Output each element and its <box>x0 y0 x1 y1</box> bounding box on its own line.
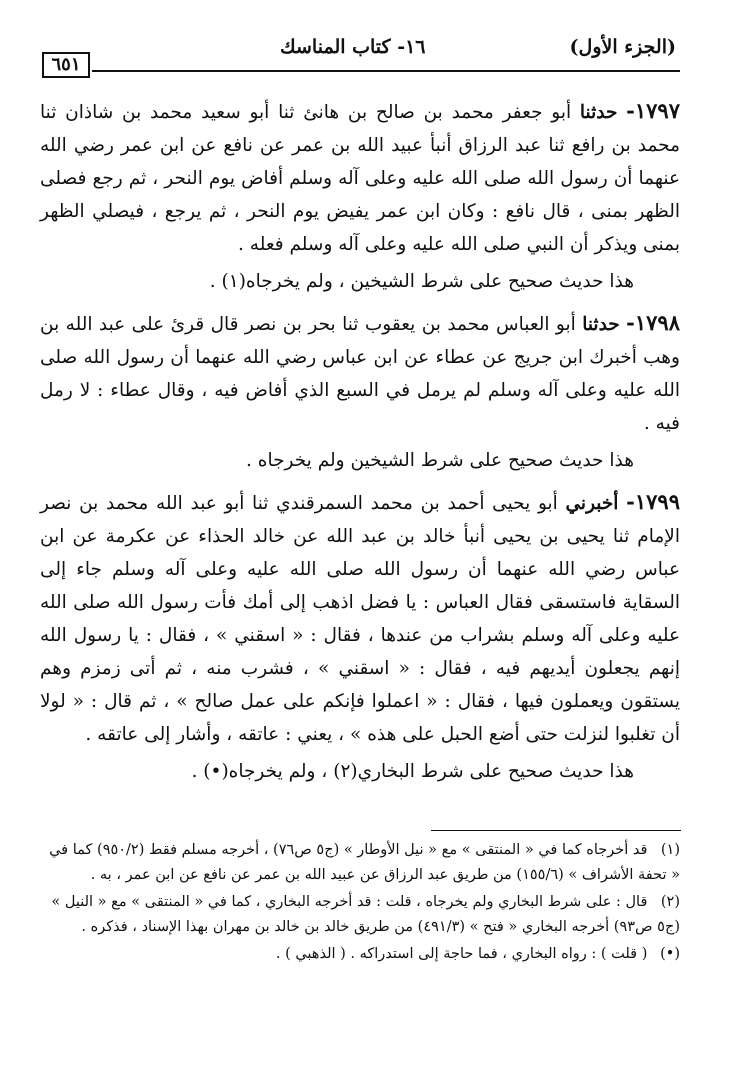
hadith-1798 <box>40 306 680 440</box>
main-text <box>40 94 680 796</box>
hadith-keyword: حدثنا <box>579 102 618 123</box>
verdict-text: هذا حديث صحيح على شرط الشيخين ، ولم يخرجاه <box>245 271 634 292</box>
page-number: ٦٥١ <box>42 52 90 78</box>
footnote-text: ( قلت ) : رواه البخاري ، فما حاجة إلى استدراكه . ( الذهبي ) . <box>275 946 648 962</box>
page-header <box>40 30 680 82</box>
hadith-text: أبو جعفر محمد بن صالح بن هانئ ثنا أبو سعيد محمد بن شاذان ثنا محمد بن رافع ثنا عبد الرزاق أنبأ عبيد الله بن عمر عن نافع عن ابن عمر رضي الله عنهما أن رسول الله صلى الله عليه وعلى آله وسلم أفاض يوم النحر ، ثم رجع فصلى الظهر بمنى ، قال نافع : وكان ابن عمر يفيض يوم النحر ، ثم يرجع ، فيصلي الظهر بمنى ويذكر أن النبي صلى الله عليه وعلى آله وسلم فعله . <box>40 102 681 255</box>
footnotes <box>40 838 680 969</box>
hadith-1799 <box>40 485 680 751</box>
footnote-2 <box>40 890 680 940</box>
hadith-verdict <box>40 755 680 788</box>
hadith-number: ١٧٩٧- <box>626 98 680 123</box>
footnote-divider <box>431 830 681 831</box>
hadith-verdict <box>40 265 680 298</box>
footnote-text: قد أخرجاه كما في « المنتقى » مع « نيل الأوطار » (ج٥ ص٧٦) ، أخرجه مسلم فقط (٩٥٠/٢) كما في « تحفة الأشراف » (١٥٥/٦) من طريق عبد الرزاق عن عبيد الله بن عمر عن نافع عن ابن عمر ، به . <box>49 842 680 883</box>
hadith-1797 <box>40 94 680 261</box>
hadith-number: ١٧٩٨- <box>626 310 680 335</box>
hadith-number: ١٧٩٩- <box>626 489 680 514</box>
chapter-title: ١٦- كتاب المناسك <box>280 36 426 58</box>
footnote-marker: (•) <box>660 946 680 962</box>
footnote-3 <box>40 942 680 967</box>
verdict-text: هذا حديث صحيح على شرط الشيخين ولم يخرجاه . <box>246 450 634 471</box>
hadith-verdict <box>40 444 680 477</box>
verdict-text: هذا حديث صحيح على شرط البخاري <box>357 761 634 782</box>
footnote-marker: (٢) <box>660 894 680 910</box>
hadith-keyword: أخبرني <box>565 493 619 514</box>
verdict-note: (٢) ، ولم يخرجاه(•) . <box>191 761 358 782</box>
header-divider <box>92 70 680 72</box>
footnote-1 <box>40 838 680 888</box>
footnote-marker: (١) <box>660 842 680 858</box>
verdict-note: (١) . <box>209 271 246 292</box>
volume-title: (الجزء الأول) <box>569 36 676 58</box>
hadith-text: أبو يحيى أحمد بن محمد السمرقندي ثنا أبو عبد الله محمد بن نصر الإمام ثنا يحيى بن يحيى أنبأ خالد بن عبد الله عن خالد الحذاء عن عكرمة عن ابن عباس رضي الله عنهما أن رسول الله صلى الله عليه وعلى آله وسلم جاء إلى السقاية فاستسقى فقال العباس : يا فضل اذهب إلى أمك فأت رسول الله صلى الله عليه وعلى آله وسلم بشراب من عندها ، فقال : « اسقني » ، فقال : يا رسول الله إنهم يجعلون أيديهم فيه ، فقال : « اسقني » ، فشرب منه ، ثم أتى زمزم وهم يستقون ويعملون فيها ، فقال : « اعملوا فإنكم على عمل صالح » ، ثم قال : « لولا أن تغلبوا لنزلت حتى أضع الحبل على هذه » ، يعني : عاتقه ، وأشار إلى عاتقه . <box>40 493 680 745</box>
footnote-text: قال : على شرط البخاري ولم يخرجاه ، قلت : قد أخرجه البخاري ، كما في « المنتقى » مع « النيل » (ج٥ ص٩٣) أخرجه البخاري « فتح » (٤٩١/٣) من طريق خالد بن خالد بن مهران بهذا الإسناد ، فذكره . <box>51 894 680 935</box>
hadith-text: أبو العباس محمد بن يعقوب ثنا بحر بن نصر قال قرئ على عبد الله بن وهب أخبرك ابن جريج عن عطاء عن ابن عباس رضي الله عنهما أن رسول الله صلى الله عليه وعلى آله وسلم لم يرمل في السبع الذي أفاض فيه ، وقال عطاء : لا رمل فيه . <box>40 314 680 434</box>
hadith-keyword: حدثنا <box>582 314 620 335</box>
